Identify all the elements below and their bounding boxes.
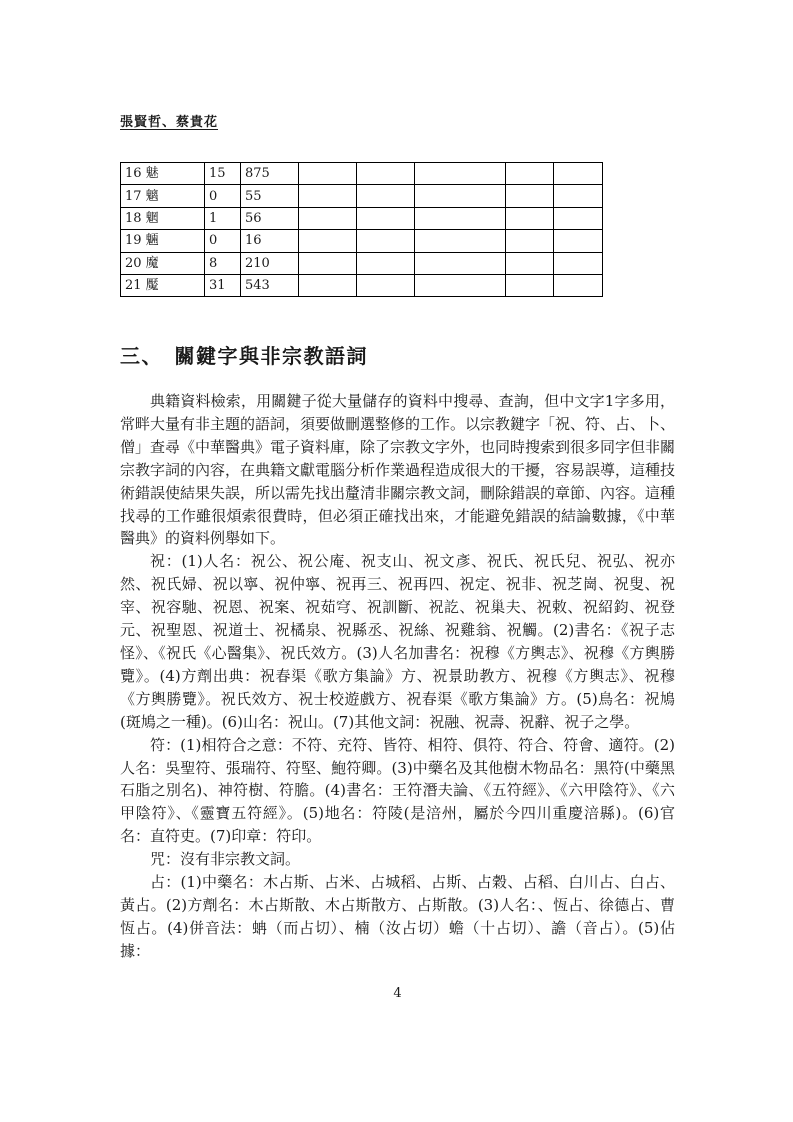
table-cell xyxy=(554,252,603,274)
table-cell xyxy=(506,252,554,274)
section-heading: 三、 關鍵字與非宗教語詞 xyxy=(120,344,368,368)
paragraph-intro: 典籍資料檢索，用關鍵子從大量儲存的資料中搜尋、查詢，但中文字1字多用，常畔大量有非主題的語詞，須要做刪選整修的工作。以宗教鍵字「祝、符、占、卜、僧」查尋《中華醫典》電子資料庫，除了宗教文字外，也同時搜索到很多同字但非關宗教字詞的內容，在典籍文獻電腦分析作業過程造成很大的干擾，容易誤導，這種技術錯誤使結果失誤，所以需先找出釐清非關宗教文詞，刪除錯誤的章節、內容。這種找尋的工作雖很煩索很費時，但必須正確找出來，才能避免錯誤的結論數據，《中華醫典》的資料例舉如下。 xyxy=(120,392,676,548)
table-cell xyxy=(554,163,603,185)
table-cell: 16 xyxy=(241,230,299,252)
table-cell: 543 xyxy=(241,274,299,296)
table-cell xyxy=(357,274,415,296)
table-cell xyxy=(299,252,357,274)
table-cell xyxy=(299,230,357,252)
table-cell: 55 xyxy=(241,185,299,207)
table-cell xyxy=(299,274,357,296)
table-row xyxy=(121,252,603,274)
table-cell xyxy=(415,207,506,229)
table-cell: 0 xyxy=(205,185,241,207)
table-cell xyxy=(506,185,554,207)
table-cell: 20 魔 xyxy=(121,252,205,274)
table-cell xyxy=(357,207,415,229)
body-text xyxy=(120,390,675,963)
table-cell xyxy=(554,230,603,252)
table-cell: 17 魑 xyxy=(121,185,205,207)
table-cell xyxy=(415,274,506,296)
table-cell: 21 魘 xyxy=(121,274,205,296)
table-cell xyxy=(554,274,603,296)
table-cell xyxy=(299,185,357,207)
table-row xyxy=(121,163,603,185)
table-cell: 0 xyxy=(205,230,241,252)
table-cell xyxy=(554,207,603,229)
table-cell xyxy=(299,163,357,185)
table-cell: 19 魎 xyxy=(121,230,205,252)
table-cell xyxy=(357,252,415,274)
table-cell xyxy=(357,185,415,207)
paragraph-zhan: 占：(1)中藥名：木占斯、占米、占城稻、占斯、占穀、占稻、白川占、白占、黃占。(2)方劑名：木占斯散、木占斯散方、占斯散。(3)人名：、恆占、徐德占、曹恆占。(4)併音法：蚺（而占切）、楠（汝占切）蟾（十占切）、譫（音占）。(5)佔據： xyxy=(120,873,675,960)
table-cell xyxy=(357,163,415,185)
page-number: 4 xyxy=(393,986,402,1001)
paragraph-zhou: 咒：沒有非宗教文詞。 xyxy=(150,850,301,869)
table-cell xyxy=(506,274,554,296)
table-cell xyxy=(357,230,415,252)
table-cell: 18 魍 xyxy=(121,207,205,229)
table-row xyxy=(121,230,603,252)
table-cell xyxy=(415,185,506,207)
table-cell: 31 xyxy=(205,274,241,296)
table-cell: 16 魅 xyxy=(121,163,205,185)
table-cell: 210 xyxy=(241,252,299,274)
table-row xyxy=(121,274,603,296)
table-cell xyxy=(506,207,554,229)
paragraph-fu: 符：(1)相符合之意：不符、充符、皆符、相符、俱符、符合、符會、適符。(2)人名：吳聖符、張瑞符、符堅、鮑符卿。(3)中藥名及其他樹木物品名：黑符(中藥黑石脂之別名)、神符樹、符膽。(4)書名：王符潛夫論、《五符經》、《六甲陰符》、《六甲陰符》、《靈寶五符經》。(5)地名：符陵(是涪州，屬於今四川重慶涪縣)。(6)官名：直符吏。(7)印章：符印。 xyxy=(120,735,675,846)
table-cell: 1 xyxy=(205,207,241,229)
header-authors: 張賢哲、蔡貴花 xyxy=(120,115,219,130)
table-cell xyxy=(506,230,554,252)
table-row xyxy=(121,185,603,207)
table-cell: 15 xyxy=(205,163,241,185)
table-row xyxy=(121,207,603,229)
table-cell xyxy=(506,163,554,185)
table-cell xyxy=(415,230,506,252)
table-cell xyxy=(554,185,603,207)
table-cell: 56 xyxy=(241,207,299,229)
table-cell xyxy=(415,252,506,274)
character-frequency-table xyxy=(120,162,603,297)
table-cell xyxy=(299,207,357,229)
table-cell xyxy=(415,163,506,185)
table-cell: 8 xyxy=(205,252,241,274)
paragraph-zhu: 祝：(1)人名：祝公、祝公庵、祝支山、祝文彥、祝氏、祝氏兒、祝弘、祝亦然、祝氏婦、祝以寧、祝仲寧、祝再三、祝再四、祝定、祝非、祝芝崗、祝叟、祝宰、祝容馳、祝恩、祝案、祝茹穹、祝訓斷、祝訖、祝巢夫、祝敕、祝紹鈞、祝登元、祝聖恩、祝道士、祝橘泉、祝縣丞、祝絲、祝雞翁、祝觸。(2)書名：《祝子志怪》、《祝氏《心醫集》、祝氏效方。(3)人名加書名：祝穆《方輿志》、祝穆《方輿勝覽》。(4)方劑出典：祝春渠《歌方集論》方、祝景助教方、祝穆《方輿志》、祝穆《方輿勝覽》。祝氏效方、祝士校遊戲方、祝春渠《歌方集論》方。(5)鳥名：祝鳩(斑鳩之一種)。(6)山名：祝山。(7)其他文詞：祝融、祝壽、祝辭、祝子之學。 xyxy=(120,552,675,731)
table-cell: 875 xyxy=(241,163,299,185)
